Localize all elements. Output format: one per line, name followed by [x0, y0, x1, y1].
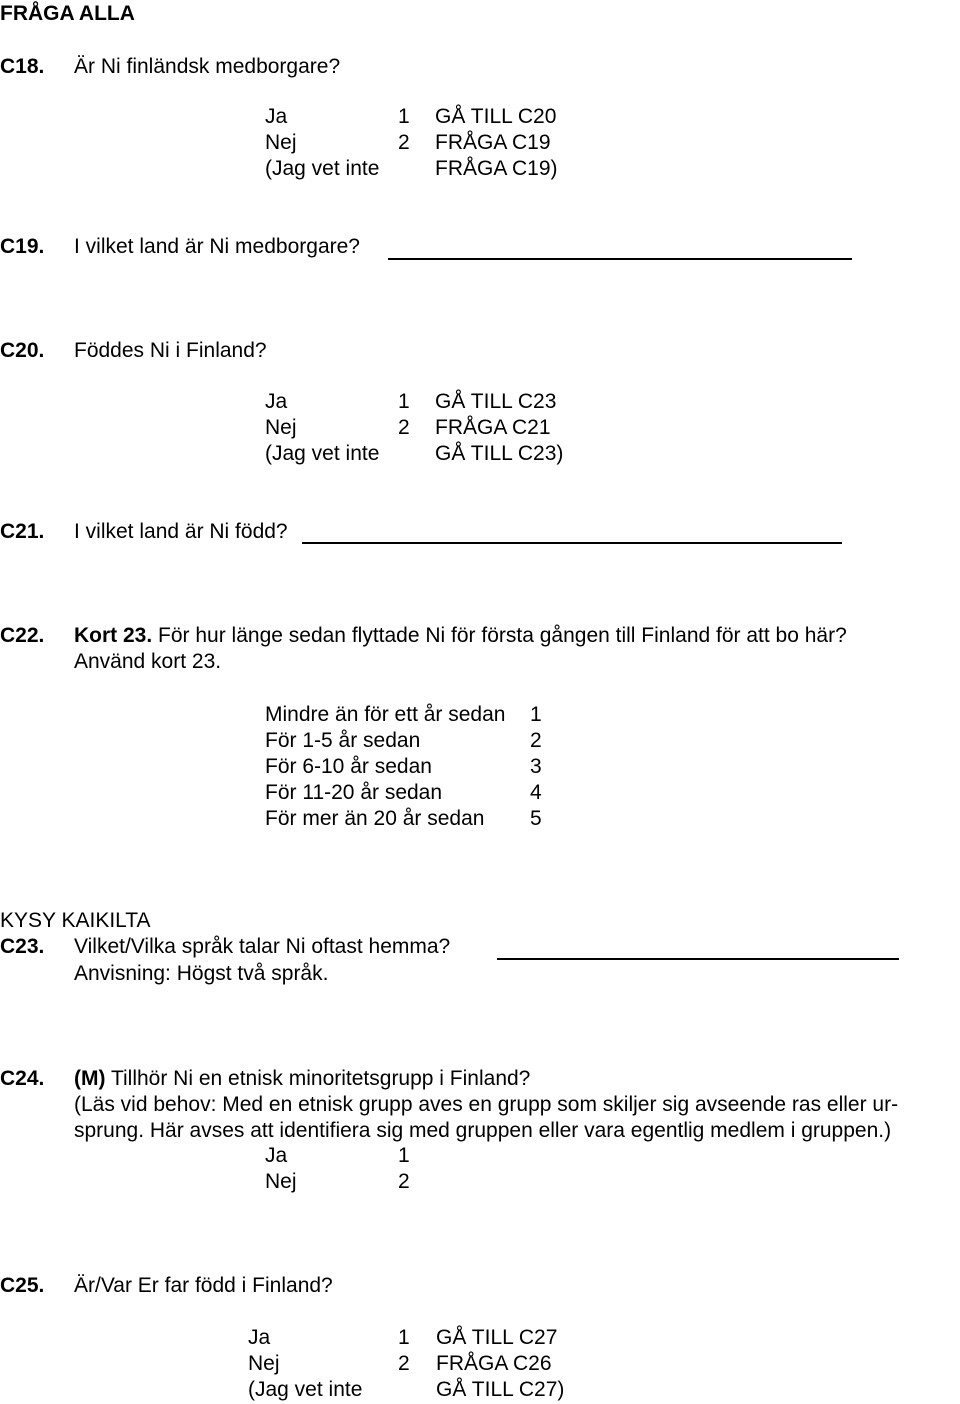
question-text: Föddes Ni i Finland?	[74, 339, 267, 362]
question-text: Vilket/Vilka språk talar Ni oftast hemma?	[74, 935, 451, 958]
option-label: (Jag vet inte	[248, 1378, 363, 1401]
option-label: Nej	[265, 131, 297, 154]
option-routing: FRÅGA C19)	[435, 157, 558, 180]
answer-line[interactable]	[497, 958, 899, 960]
question-number: C19.	[0, 235, 45, 258]
question-number: C18.	[0, 55, 45, 78]
option-label: Nej	[248, 1352, 280, 1375]
option-label: Ja	[265, 105, 288, 128]
option-code: 1	[398, 105, 410, 128]
option-code: 1	[398, 1326, 410, 1349]
option-label: För 11-20 år sedan	[265, 781, 443, 804]
option-routing: GÅ TILL C20	[435, 105, 557, 128]
option-routing: FRÅGA C19	[435, 131, 551, 154]
answer-line[interactable]	[302, 542, 842, 544]
option-code: 1	[530, 703, 542, 726]
option-label: (Jag vet inte	[265, 442, 380, 465]
question-text: Är Ni finländsk medborgare?	[74, 55, 341, 78]
section-header: FRÅGA ALLA	[0, 2, 135, 25]
interviewer-note: KYSY KAIKILTA	[0, 909, 151, 932]
question-text	[74, 1066, 530, 1092]
question-number: C22.	[0, 624, 45, 647]
option-label: Ja	[265, 1144, 288, 1167]
question-number: C24.	[0, 1067, 45, 1090]
option-code: 2	[398, 416, 410, 439]
question-number: C25.	[0, 1274, 45, 1297]
option-label: För 6-10 år sedan	[265, 755, 432, 778]
instruction-text: Anvisning: Högst två språk.	[74, 962, 329, 985]
option-routing: GÅ TILL C23)	[435, 442, 564, 465]
question-text: I vilket land är Ni född?	[74, 520, 288, 543]
question-text	[74, 623, 847, 649]
question-prefix: (M)	[74, 1067, 106, 1090]
question-number: C20.	[0, 339, 45, 362]
option-code: 2	[398, 1352, 410, 1375]
option-routing: GÅ TILL C23	[435, 390, 557, 413]
option-code: 2	[530, 729, 542, 752]
option-label: För mer än 20 år sedan	[265, 807, 485, 830]
card-reference: Kort 23.	[74, 624, 153, 647]
question-number: C23.	[0, 935, 45, 958]
question-number: C21.	[0, 520, 45, 543]
answer-line[interactable]	[388, 258, 852, 260]
question-text: I vilket land är Ni medborgare?	[74, 235, 360, 258]
option-label: (Jag vet inte	[265, 157, 380, 180]
option-code: 1	[398, 390, 410, 413]
reading-note: sprung. Här avses att identifiera sig med gruppen eller vara egentlig medlem i gruppen.)	[74, 1119, 892, 1142]
option-routing: FRÅGA C21	[435, 416, 551, 439]
instruction-text: Använd kort 23.	[74, 650, 222, 673]
option-label: Nej	[265, 416, 297, 439]
option-routing: GÅ TILL C27	[436, 1326, 558, 1349]
option-routing: FRÅGA C26	[436, 1352, 552, 1375]
question-text: Är/Var Er far född i Finland?	[74, 1274, 333, 1297]
option-label: Nej	[265, 1170, 297, 1193]
option-code: 3	[530, 755, 542, 778]
reading-note: (Läs vid behov: Med en etnisk grupp aves en grupp som skiljer sig avseende ras eller ur-	[74, 1093, 899, 1116]
option-code: 1	[398, 1144, 410, 1167]
option-label: För 1-5 år sedan	[265, 729, 421, 752]
option-code: 5	[530, 807, 542, 830]
option-label: Mindre än för ett år sedan	[265, 703, 506, 726]
option-label: Ja	[248, 1326, 271, 1349]
option-routing: GÅ TILL C27)	[436, 1378, 565, 1401]
option-code: 2	[398, 131, 410, 154]
option-code: 4	[530, 781, 542, 804]
question-body: För hur länge sedan flyttade Ni för första gången till Finland för att bo här?	[158, 624, 847, 647]
option-label: Ja	[265, 390, 288, 413]
question-body: Tillhör Ni en etnisk minoritetsgrupp i Finland?	[110, 1067, 531, 1090]
option-code: 2	[398, 1170, 410, 1193]
